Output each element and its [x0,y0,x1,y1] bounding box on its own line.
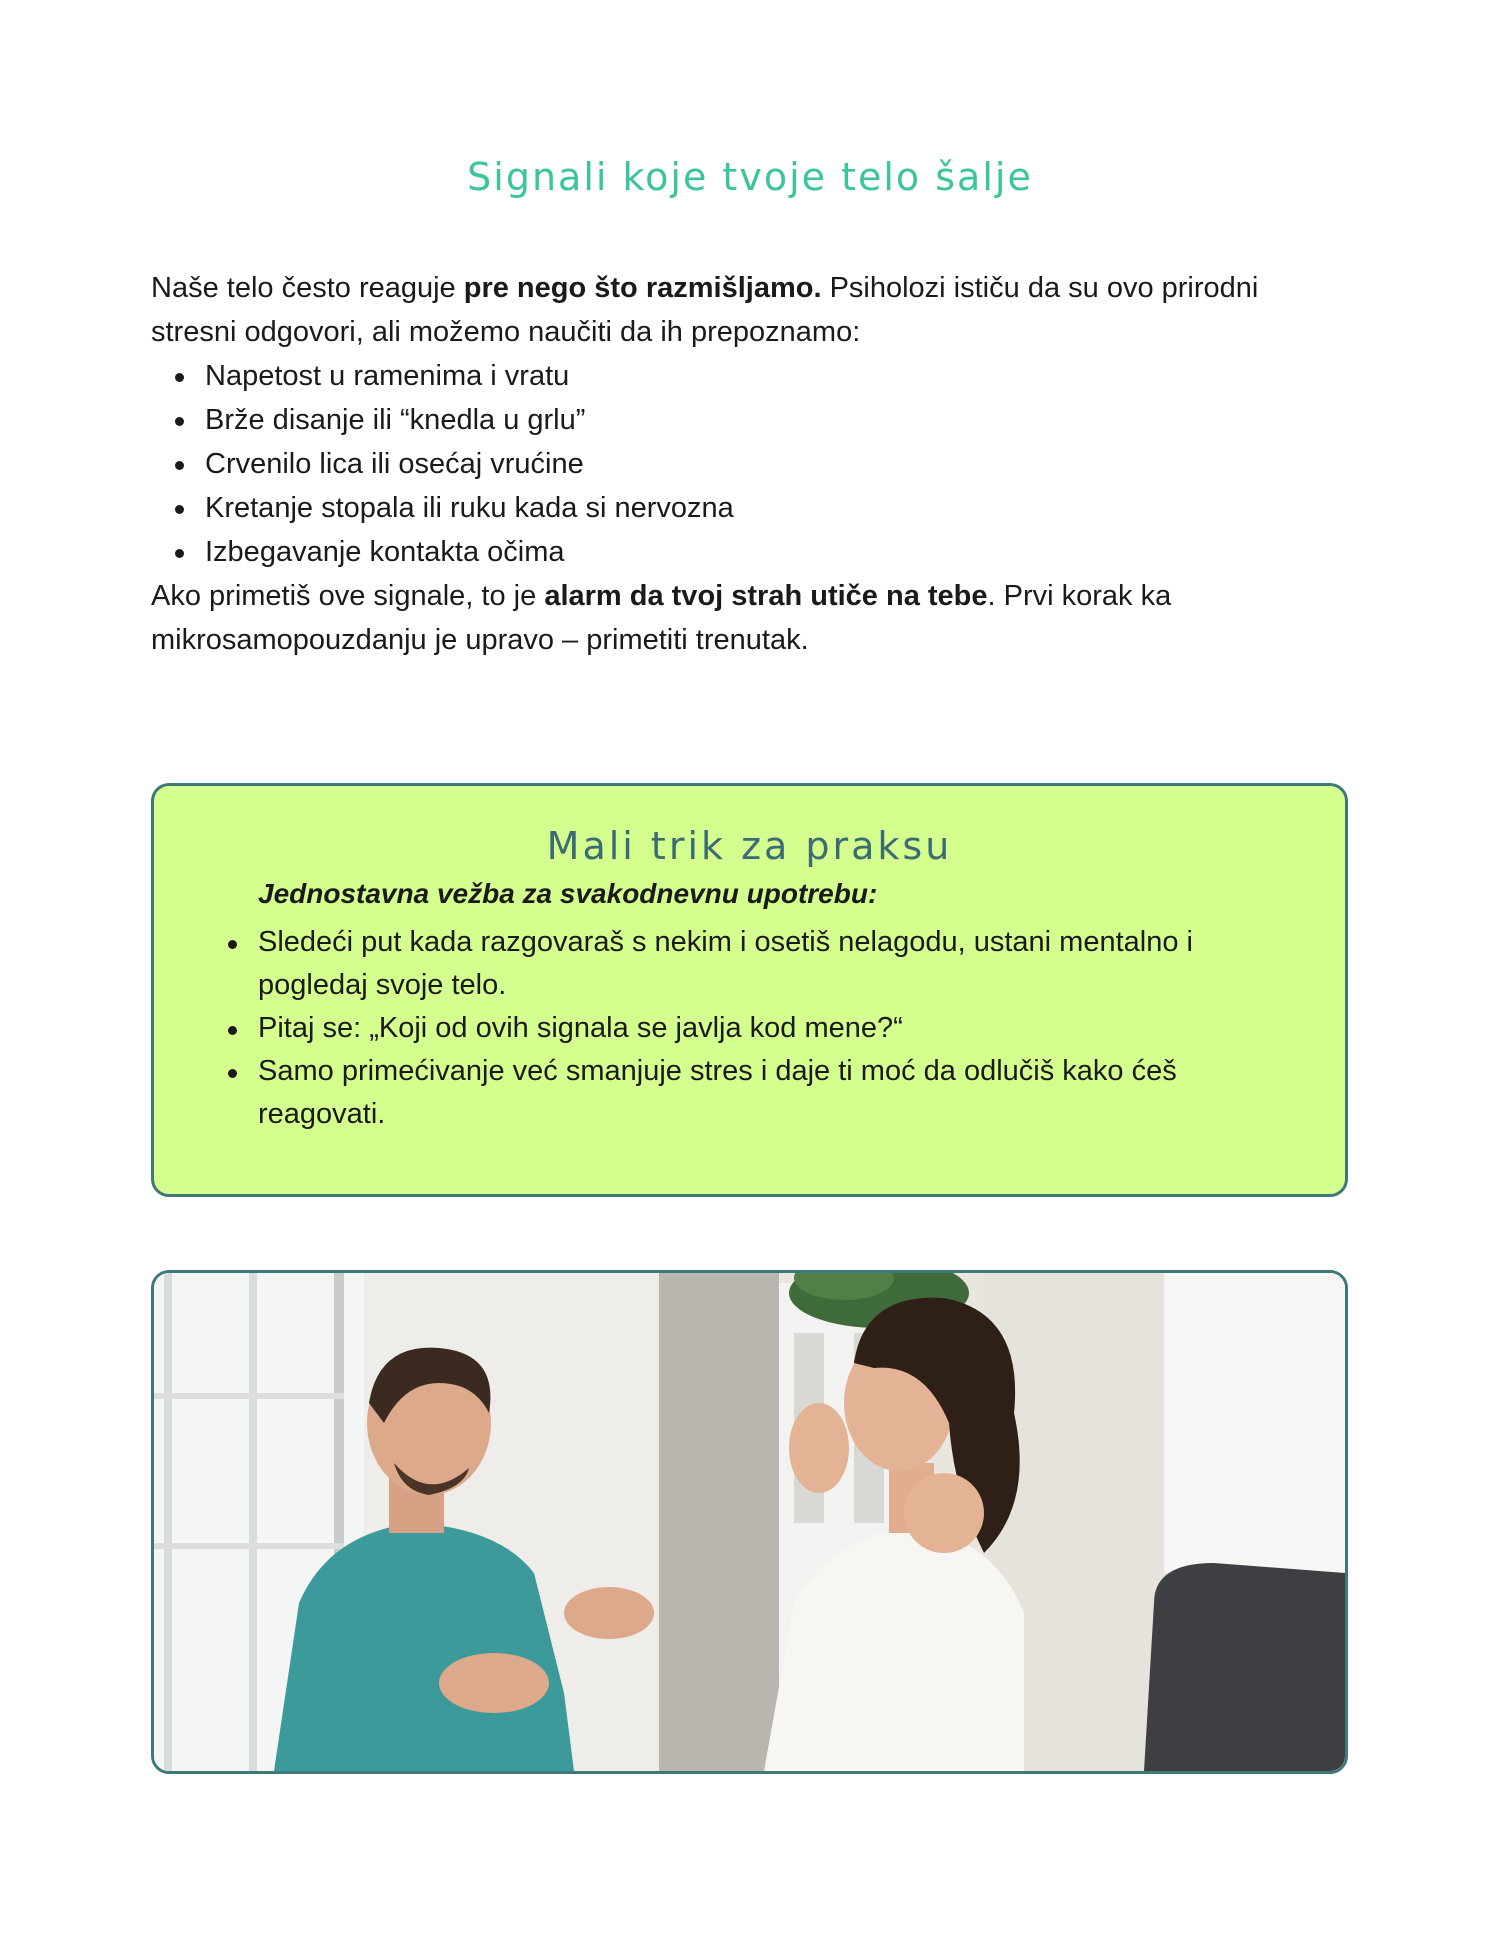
list-item: Crvenilo lica ili osećaj vrućine [205,442,1351,486]
tip-subtitle: Jednostavna vežba za svakodnevnu upotrebu: [258,878,878,909]
conclusion-paragraph [151,574,1351,662]
page-title: Signali koje tvoje telo šalje [467,155,1033,199]
conversation-photo [151,1270,1348,1774]
conclusion-bold-text: alarm da tvoj strah utiče na tebe [544,580,988,612]
tip-list [258,921,1278,1136]
list-item: Pitaj se: „Koji od ovih signala se javlja kod mene?“ [258,1007,1278,1050]
signal-list [151,354,1351,574]
list-item: Napetost u ramenima i vratu [205,354,1351,398]
intro-bold-text: pre nego što razmišljamo. [463,272,822,304]
intro-text-end: Psiholozi ističu da su ovo prirodni stresni odgovori, ali možemo naučiti da ih prepoznamo: [151,272,1259,348]
conclusion-text-end: . Prvi korak ka mikrosamopouzdanju je upravo – primetiti trenutak. [151,580,1172,656]
intro-paragraph [151,266,1351,354]
photo-illustration [154,1273,1345,1771]
list-item: Kretanje stopala ili ruku kada si nervozna [205,486,1351,530]
conclusion-text: Ako primetiš ove signale, to je [151,580,545,612]
tip-title: Mali trik za praksu [546,824,953,868]
list-item: Samo primećivanje već smanjuje stres i daje ti moć da odlučiš kako ćeš reagovati. [258,1050,1278,1136]
list-item: Izbegavanje kontakta očima [205,530,1351,574]
intro-text: Naše telo često reaguje [151,272,464,304]
list-item: Brže disanje ili “knedla u grlu” [205,398,1351,442]
list-item: Sledeći put kada razgovaraš s nekim i osetiš nelagodu, ustani mentalno i pogledaj svoje telo. [258,921,1278,1007]
tip-box [151,783,1348,1197]
intro-section [151,266,1351,662]
